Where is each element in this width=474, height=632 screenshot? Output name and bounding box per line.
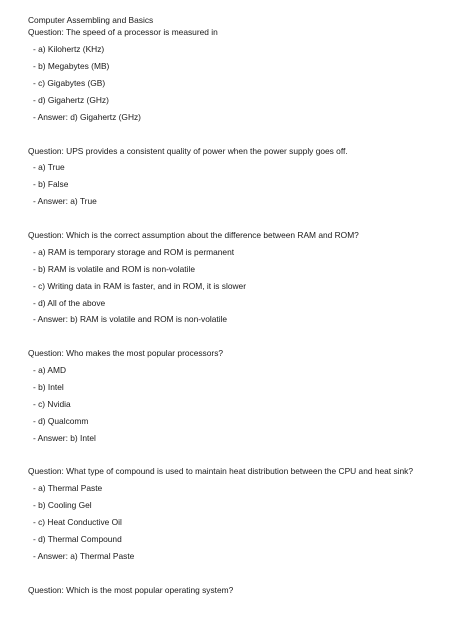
option-item: - a) AMD bbox=[33, 365, 67, 375]
option-item: - b) Intel bbox=[33, 382, 64, 392]
answer-item: - Answer: b) Intel bbox=[33, 433, 96, 443]
question-text: Question: The speed of a processor is measured in bbox=[28, 27, 218, 37]
question-text: Question: UPS provides a consistent quality of power when the power supply goes off. bbox=[28, 146, 348, 156]
option-item: - a) Kilohertz (KHz) bbox=[33, 44, 105, 54]
option-item: - c) Heat Conductive Oil bbox=[33, 517, 122, 527]
option-item: - d) Qualcomm bbox=[33, 416, 89, 426]
option-item: - c) Writing data in RAM is faster, and in ROM, it is slower bbox=[33, 281, 247, 291]
option-item: - d) All of the above bbox=[33, 298, 106, 308]
answer-item: - Answer: a) Thermal Paste bbox=[33, 551, 135, 561]
option-item: - c) Nvidia bbox=[33, 399, 71, 409]
option-item: - b) RAM is volatile and ROM is non-volatile bbox=[33, 264, 195, 274]
option-item: - b) False bbox=[33, 179, 69, 189]
option-item: - a) RAM is temporary storage and ROM is permanent bbox=[33, 247, 235, 257]
option-item: - a) True bbox=[33, 162, 65, 172]
option-item: - c) Gigabytes (GB) bbox=[33, 78, 106, 88]
question-text: Question: What type of compound is used to maintain heat distribution between the CPU and heat sink? bbox=[28, 466, 414, 476]
option-item: - d) Gigahertz (GHz) bbox=[33, 95, 109, 105]
document-title: Computer Assembling and Basics bbox=[28, 15, 154, 25]
option-item: - b) Megabytes (MB) bbox=[33, 61, 110, 71]
option-item: - d) Thermal Compound bbox=[33, 534, 122, 544]
option-item: - a) Thermal Paste bbox=[33, 483, 103, 493]
option-item: - b) Cooling Gel bbox=[33, 500, 92, 510]
question-text: Question: Who makes the most popular processors? bbox=[28, 348, 224, 358]
question-text: Question: Which is the correct assumption about the difference between RAM and ROM? bbox=[28, 230, 359, 240]
answer-item: - Answer: a) True bbox=[33, 196, 97, 206]
answer-item: - Answer: d) Gigahertz (GHz) bbox=[33, 112, 141, 122]
answer-item: - Answer: b) RAM is volatile and ROM is non-volatile bbox=[33, 314, 228, 324]
question-text: Question: Which is the most popular operating system? bbox=[28, 585, 234, 595]
